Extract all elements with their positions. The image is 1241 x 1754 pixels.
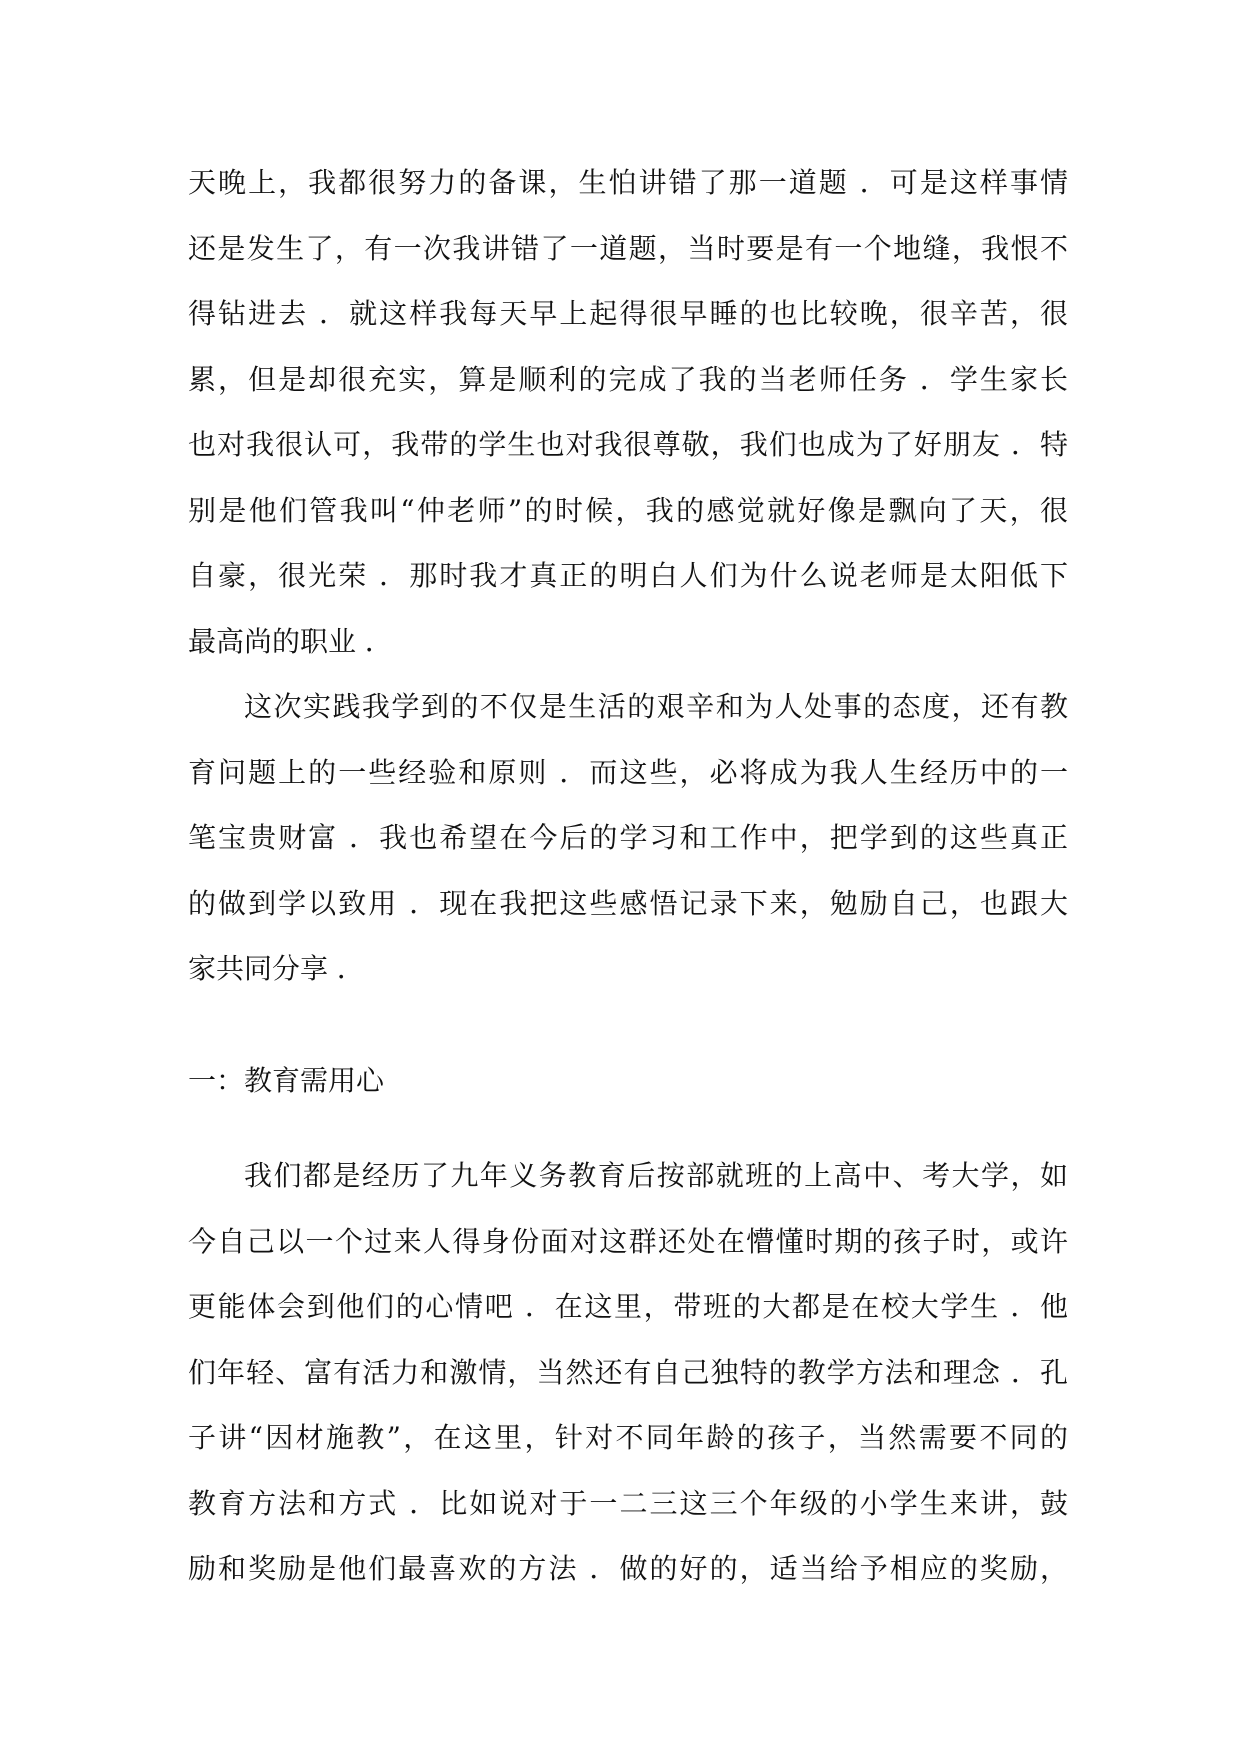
section-heading — [188, 1048, 1068, 1114]
text-line: 励和奖励是他们最喜欢的方法 ．做的好的，适当给予相应的奖励， — [188, 1552, 1068, 1585]
text-line: 累，但是却很充实，算是顺利的完成了我的当老师任务 ．学生家长 — [188, 362, 1068, 396]
text-line: 的做到学以致用 ．现在我把这些感悟记录下来，勉励自己，也跟大 — [188, 886, 1068, 920]
text-line: 还是发生了，有一次我讲错了一道题，当时要是有一个地缝，我恨不 — [188, 231, 1068, 265]
text-line: 教育方法和方式 ．比如说对于一二三这三个年级的小学生来讲，鼓 — [188, 1486, 1068, 1520]
text-line: 得钻进去 ．就这样我每天早上起得很早睡的也比较晚，很辛苦，很 — [188, 297, 1068, 330]
paragraph-continuation — [188, 150, 1068, 674]
text-line: 也对我很认可，我带的学生也对我很尊敬，我们也成为了好朋友 ．特 — [188, 428, 1068, 461]
section-heading-text: 一：教育需用心 — [188, 1064, 385, 1097]
text-line: 最高尚的职业 ． — [188, 624, 393, 658]
text-line: 们年轻、富有活力和激情，当然还有自己独特的教学方法和理念 ．孔 — [188, 1355, 1068, 1389]
text-line: 子讲“因材施教”，在这里，针对不同年龄的孩子，当然需要不同的 — [188, 1421, 1068, 1454]
text-line: 我们都是经历了九年义务教育后按部就班的上高中、考大学，如 — [244, 1159, 1068, 1192]
paragraph-reflection — [188, 674, 1068, 1002]
text-line: 今自己以一个过来人得身份面对这群还处在懵懂时期的孩子时，或许 — [188, 1224, 1068, 1258]
text-line: 自豪，很光荣 ．那时我才真正的明白人们为什么说老师是太阳低下 — [188, 559, 1068, 592]
text-line: 天晚上，我都很努力的备课，生怕讲错了那一道题 ．可是这样事情 — [188, 166, 1068, 199]
text-line: 这次实践我学到的不仅是生活的艰辛和为人处事的态度，还有教 — [244, 690, 1068, 723]
paragraph-education — [188, 1143, 1068, 1602]
text-line: 更能体会到他们的心情吧 ．在这里，带班的大都是在校大学生 ．他 — [188, 1290, 1068, 1323]
text-line: 笔宝贵财富 ．我也希望在今后的学习和工作中，把学到的这些真正 — [188, 821, 1068, 854]
text-line: 育问题上的一些经验和原则 ．而这些，必将成为我人生经历中的一 — [188, 755, 1068, 789]
text-line: 别是他们管我叫“仲老师”的时候，我的感觉就好像是飘向了天，很 — [188, 493, 1068, 527]
text-line: 家共同分享 ． — [188, 952, 365, 985]
